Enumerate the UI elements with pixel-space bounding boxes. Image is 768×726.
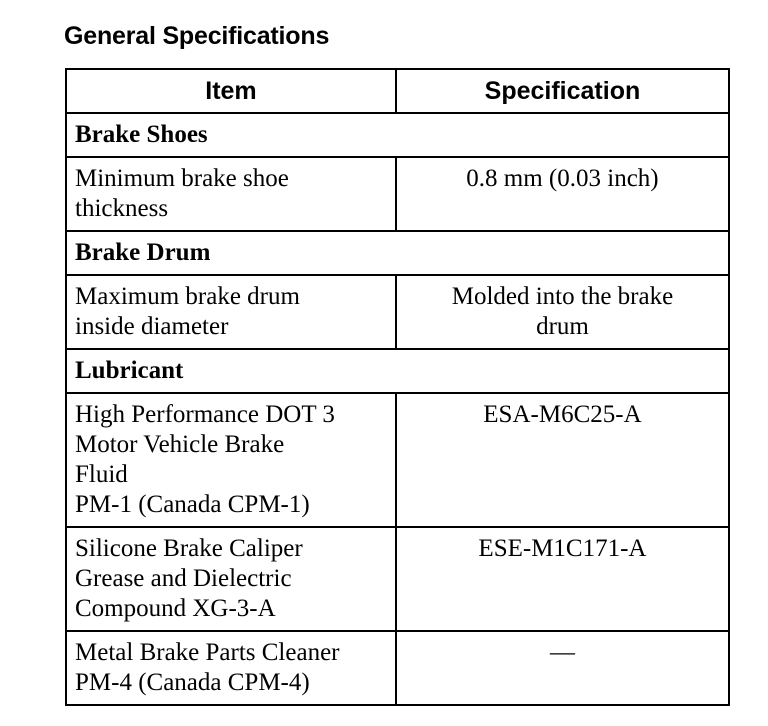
table-row — [66, 275, 729, 349]
item-cell — [66, 157, 396, 231]
item-text-line: PM-1 (Canada CPM-1) — [75, 491, 310, 518]
column-header-item: Item — [66, 69, 396, 113]
section-heading: Brake Shoes — [66, 113, 729, 157]
item-text-line: Minimum brake shoe — [75, 165, 289, 192]
specification-cell — [396, 631, 729, 705]
table-body — [66, 113, 729, 705]
item-text-line: Metal Brake Parts Cleaner — [75, 639, 340, 666]
item-text-line: Compound XG-3-A — [75, 595, 276, 622]
section-row — [66, 349, 729, 393]
specification-text-line: 0.8 mm (0.03 inch) — [466, 165, 659, 192]
table-row — [66, 631, 729, 705]
section-heading: Brake Drum — [66, 231, 729, 275]
page-title: General Specifications — [64, 22, 330, 50]
item-text-line: PM-4 (Canada CPM-4) — [75, 669, 310, 696]
section-heading: Lubricant — [66, 349, 729, 393]
item-text-line: Maximum brake drum — [75, 283, 300, 310]
item-text-line: Fluid — [75, 461, 128, 488]
column-header-specification: Specification — [396, 69, 729, 113]
item-cell — [66, 275, 396, 349]
table-row — [66, 527, 729, 631]
specification-text-line: — — [549, 639, 575, 666]
specification-cell — [396, 393, 729, 527]
specification-cell — [396, 275, 729, 349]
item-text-line: thickness — [75, 195, 169, 222]
section-row — [66, 231, 729, 275]
table-row — [66, 157, 729, 231]
specification-text-line: ESE-M1C171-A — [478, 535, 647, 562]
item-cell — [66, 631, 396, 705]
specifications-table — [65, 68, 730, 706]
specification-text-line: drum — [536, 313, 589, 340]
item-text-line: Motor Vehicle Brake — [75, 431, 285, 458]
item-text-line: Silicone Brake Caliper — [75, 535, 303, 562]
section-row — [66, 113, 729, 157]
item-cell — [66, 393, 396, 527]
header-row — [66, 69, 729, 113]
specification-text-line: Molded into the brake — [451, 283, 674, 310]
specification-cell — [396, 157, 729, 231]
specification-cell — [396, 527, 729, 631]
specification-text-line: ESA-M6C25-A — [483, 401, 642, 428]
item-text-line: Grease and Dielectric — [75, 565, 292, 592]
item-text-line: inside diameter — [75, 313, 229, 340]
item-cell — [66, 527, 396, 631]
item-text-line: High Performance DOT 3 — [75, 401, 335, 428]
table-row — [66, 393, 729, 527]
